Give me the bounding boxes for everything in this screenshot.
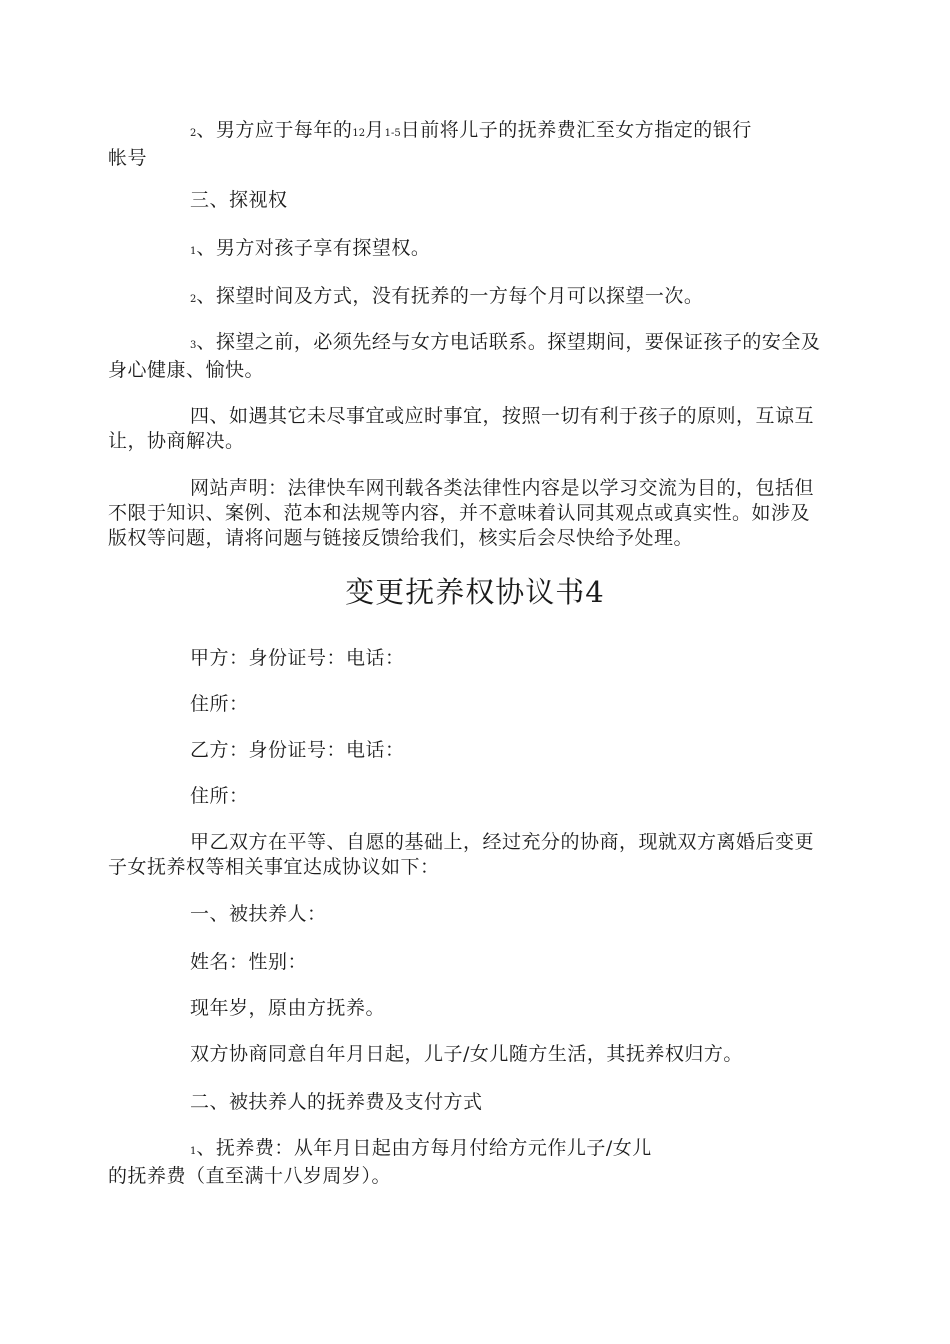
party-a-address (108, 692, 848, 717)
paragraph-line (108, 236, 848, 264)
paragraph-line: 甲方：身份证号：电话： (190, 647, 405, 669)
text-span: 、探望时间及方式，没有抚养的一方每个月可以探望一次。 (196, 285, 704, 307)
paragraph-line: 现年岁，原由方抚养。 (190, 997, 386, 1019)
paragraph-line: 四、如遇其它未尽事宜或应时事宜，按照一切有利于孩子的原则，互谅互 (190, 405, 815, 427)
paragraph-visitation-3 (108, 330, 848, 383)
paragraph-line (108, 330, 848, 358)
heading-visitation-rights (108, 188, 848, 213)
text-span: 月 (365, 119, 385, 141)
text-span: 、男方对孩子享有探望权。 (196, 237, 431, 259)
heading-dependent (108, 902, 848, 927)
text-span: 日前将儿子的抚养费汇至女方指定的银行 (400, 119, 752, 141)
paragraph-line (108, 1136, 848, 1164)
text-span: 、抚养费：从年月日起由方每月付给方元作儿子/女儿 (196, 1137, 652, 1159)
paragraph-line: 的抚养费（直至满十八岁周岁）。 (108, 1165, 392, 1187)
paragraph-line: 版权等问题，请将问题与链接反馈给我们，核实后会尽快给予处理。 (108, 527, 694, 549)
paragraph-line: 网站声明：法律快车网刊载各类法律性内容是以学习交流为目的，包括但 (190, 477, 815, 499)
paragraph-line: 住所： (190, 693, 249, 715)
paragraph-line: 身心健康、愉快。 (108, 359, 265, 381)
text-span: 、男方应于每年的 (196, 119, 353, 141)
paragraph-line: 二、被扶养人的抚养费及支付方式 (190, 1091, 483, 1113)
paragraph-payment-deadline (108, 118, 848, 171)
paragraph-line: 子女抚养权等相关事宜达成协议如下： (108, 856, 440, 878)
list-number: 1 (190, 1146, 197, 1157)
paragraph-line: 甲乙双方在平等、自愿的基础上，经过充分的协商，现就双方离婚后变更 (190, 831, 815, 853)
paragraph-line: 三、探视权 (190, 189, 288, 211)
name-gender-line (108, 950, 848, 975)
paragraph-visitation-1 (108, 236, 848, 264)
paragraph-agreement-intro (108, 830, 848, 880)
paragraph-line: 乙方：身份证号：电话： (190, 739, 405, 761)
paragraph-line: 姓名：性别： (190, 951, 308, 973)
date-number: 12 (352, 128, 366, 139)
age-custody-line (108, 996, 848, 1021)
paragraph-line (108, 118, 848, 146)
paragraph-line: 不限于知识、案例、范本和法规等内容，并不意味着认同其观点或真实性。如涉及 (108, 502, 811, 524)
paragraph-line: 一、被扶养人： (190, 903, 327, 925)
paragraph-other-matters (108, 404, 848, 454)
document-title: 变更抚养权协议书4 (345, 575, 605, 609)
paragraph-line: 帐号 (108, 147, 148, 169)
heading-support-payment (108, 1090, 848, 1115)
paragraph-line: 让，协商解决。 (108, 430, 245, 452)
list-number: 1 (190, 246, 197, 257)
list-number: 2 (190, 128, 197, 139)
date-number: 1-5 (384, 128, 401, 139)
paragraph-support-fee (108, 1136, 848, 1189)
paragraph-line (108, 284, 848, 312)
list-number: 2 (190, 294, 197, 305)
paragraph-line: 住所： (190, 785, 249, 807)
party-b-address (108, 784, 848, 809)
paragraph-visitation-2 (108, 284, 848, 312)
party-a-line (108, 646, 848, 671)
party-b-line (108, 738, 848, 763)
paragraph-line: 双方协商同意自年月日起，儿子/女儿随方生活，其抚养权归方。 (190, 1043, 743, 1065)
custody-agreement-line (108, 1042, 848, 1067)
list-number: 3 (190, 340, 197, 351)
text-span: 、探望之前，必须先经与女方电话联系。探望期间，要保证孩子的安全及 (196, 331, 821, 353)
paragraph-website-disclaimer (108, 476, 848, 551)
